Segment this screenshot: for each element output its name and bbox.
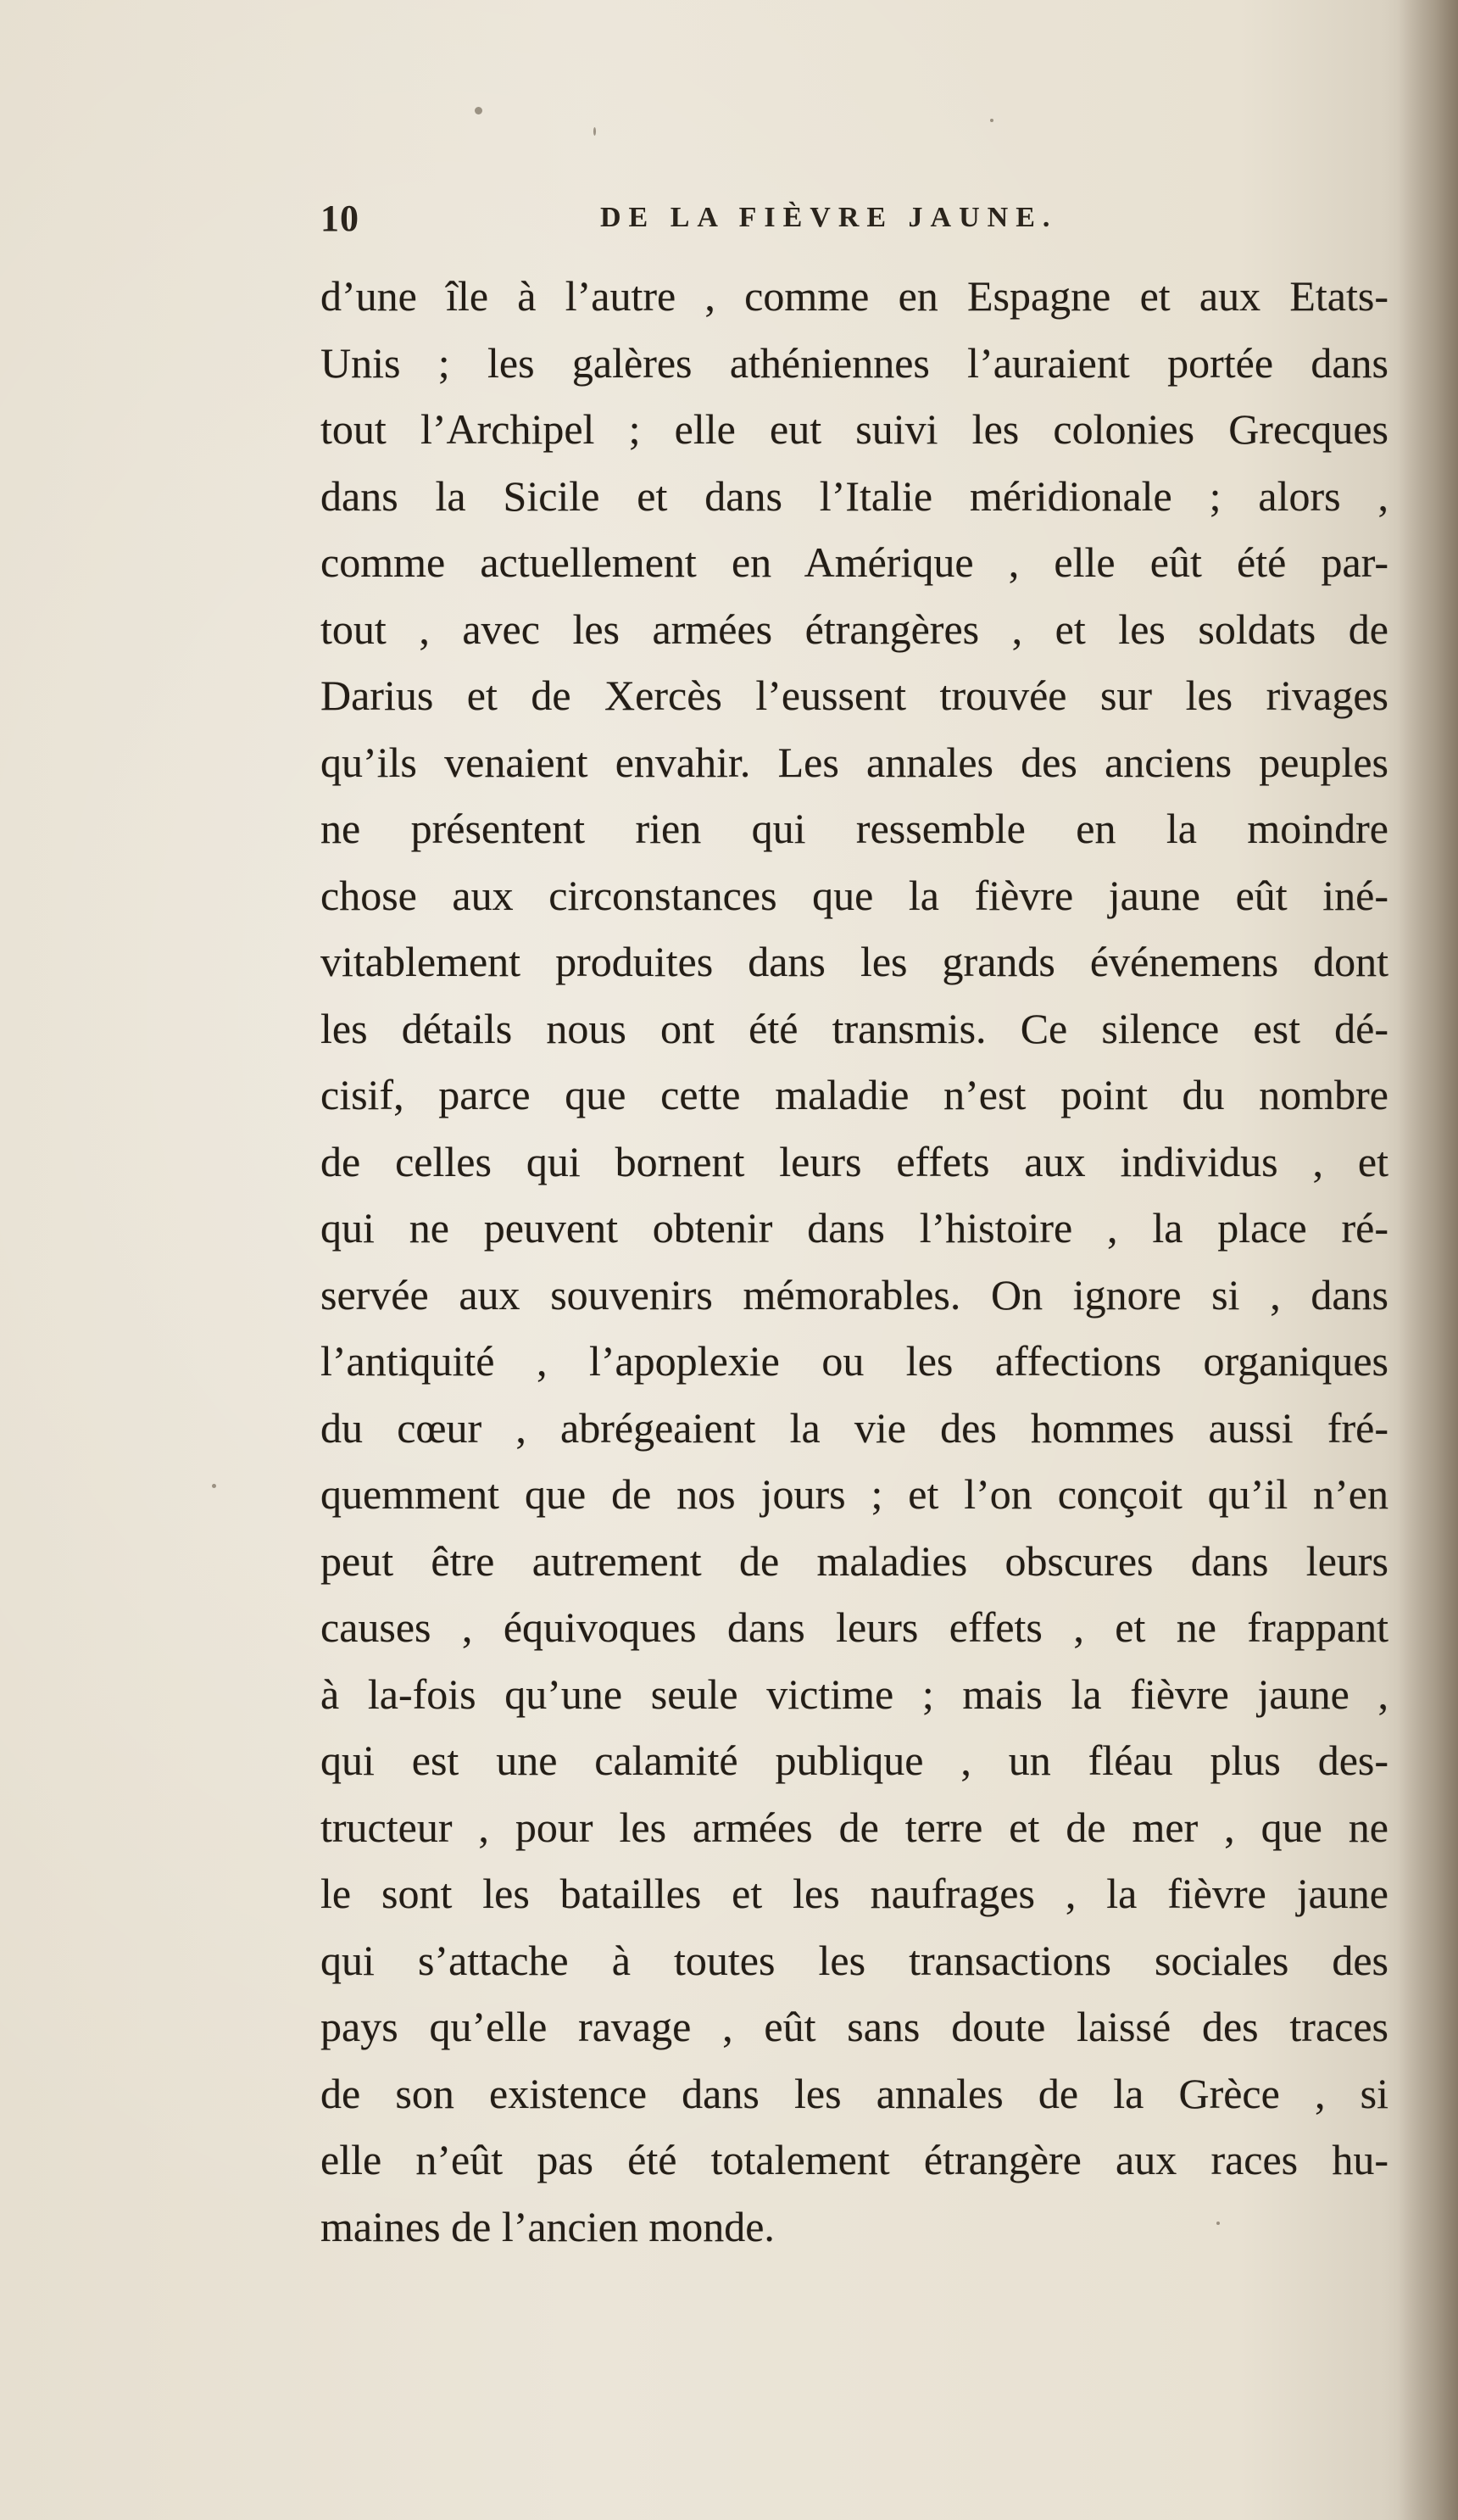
text-line: dans la Sicile et dans l’Italie méridionale ; alors , [320,471,1388,520]
text-line: à la-fois qu’une seule victime ; mais la fièvre jaune , [320,1670,1388,1718]
text-line: l’antiquité , l’apoplexie ou les affections organiques [320,1337,1388,1385]
text-line: Unis ; les galères athéniennes l’auraient portée dans [320,338,1388,387]
text-line: servée aux souvenirs mémorables. On ignore si , dans [320,1270,1388,1319]
binding-shadow [1399,0,1458,2520]
text-line: quemment que de nos jours ; et l’on conçoit qu’il n’en [320,1470,1388,1518]
text-line: d’une île à l’autre , comme en Espagne et aux Etats- [320,272,1388,320]
text-line-last: maines de l’ancien monde. [320,2202,775,2250]
running-title: DE LA FIÈVRE JAUNE. [600,202,1058,233]
paper-speck [212,1484,216,1488]
text-line: vitablement produites dans les grands événemens dont [320,938,1388,985]
text-line: tout l’Archipel ; elle eut suivi les colonies Grecques [320,405,1388,453]
text-line: elle n’eût pas été totalement étrangère aux races hu- [320,2136,1388,2183]
text-line: tructeur , pour les armées de terre et de mer , que ne [320,1803,1388,1851]
text-line: de son existence dans les annales de la Grèce , si [320,2069,1388,2117]
text-line: ne présentent rien qui ressemble en la moindre [320,805,1388,852]
paper-speck [475,107,482,114]
page-number: 10 [320,198,359,239]
text-line: qui est une calamité publique , un fléau plus des- [320,1737,1388,1784]
text-line: pays qu’elle ravage , eût sans doute laissé des traces [320,2003,1388,2050]
paper-speck [593,127,596,136]
text-line: chose aux circonstances que la fièvre jaune eût iné- [320,871,1388,919]
body-paragraph [320,263,1388,2260]
paper-speck [990,119,993,122]
text-line: qui s’attache à toutes les transactions sociales des [320,1936,1388,1984]
text-line: causes , équivoques dans leurs effets , et ne frappant [320,1603,1388,1651]
text-line: de celles qui bornent leurs effets aux individus , et [320,1137,1388,1185]
text-line: les détails nous ont été transmis. Ce silence est dé- [320,1004,1388,1052]
text-line: du cœur , abrégeaient la vie des hommes aussi fré- [320,1403,1388,1452]
text-line: tout , avec les armées étrangères , et les soldats de [320,605,1388,653]
text-line: qui ne peuvent obtenir dans l’histoire , la place ré- [320,1204,1388,1252]
text-line: comme actuellement en Amérique , elle eût été par- [320,538,1388,586]
text-line: peut être autrement de maladies obscures dans leurs [320,1536,1388,1585]
page-header [320,197,1414,248]
text-line: Darius et de Xercès l’eussent trouvée sur les rivages [320,672,1388,719]
text-line: le sont les batailles et les naufrages , la fièvre jaune [320,1870,1388,1917]
text-line: cisif, parce que cette maladie n’est point du nombre [320,1071,1388,1118]
text-line: qu’ils venaient envahir. Les annales des anciens peuples [320,738,1388,786]
